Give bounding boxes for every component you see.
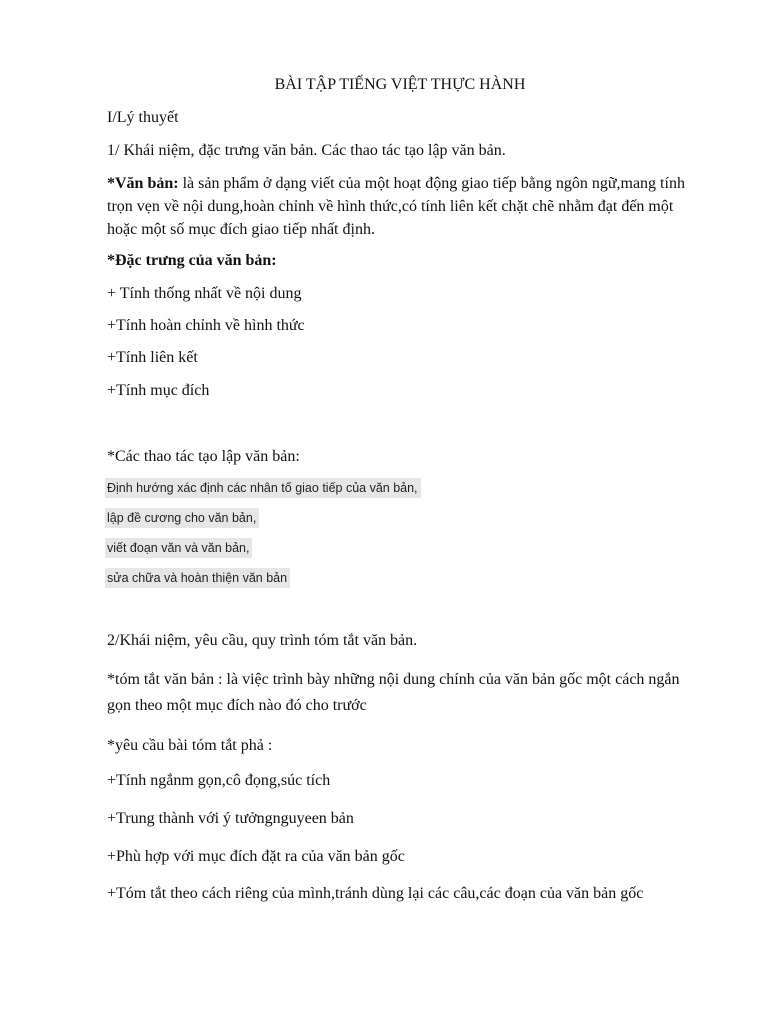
thaotac-item: lập đề cương cho văn bản, <box>105 508 259 528</box>
vanban-definition <box>107 172 687 241</box>
thaotac-item: viết đoạn văn và văn bản, <box>105 538 252 558</box>
item-1-heading: 1/ Khái niệm, đặc trưng văn bản. Các thao tác tạo lập văn bản. <box>107 142 506 159</box>
vanban-term: *Văn bản: <box>107 175 179 192</box>
yeucau-item: +Phù hợp với mục đích đặt ra của văn bản gốc <box>107 848 405 865</box>
vanban-definition-text: là sản phẩm ở dạng viết của một hoạt động giao tiếp bằng ngôn ngữ,mang tính trọn vẹn về nội dung,hoàn chỉnh về hình thức,có tính liên kết chặt chẽ nhằm đạt đến một hoặc một số mục đích giao tiếp nhất định. <box>107 175 685 238</box>
thaotac-item: Định hướng xác định các nhân tố giao tiếp của văn bản, <box>105 478 421 498</box>
dactrung-item: +Tính mục đích <box>107 382 210 399</box>
thaotac-heading: *Các thao tác tạo lập văn bản: <box>107 448 300 465</box>
yeucau-item: +Tính ngắnm gọn,cô đọng,súc tích <box>107 772 331 789</box>
dactrung-item: +Tính hoàn chỉnh về hình thức <box>107 317 305 334</box>
dactrung-item: +Tính liên kết <box>107 349 198 366</box>
item-2-heading: 2/Khái niệm, yêu cầu, quy trình tóm tắt văn bản. <box>107 632 418 649</box>
section-heading-theory: I/Lý thuyết <box>107 109 179 126</box>
yeucau-item: +Tóm tắt theo cách riêng của mình,tránh dùng lại các câu,các đoạn của văn bản gốc <box>107 885 644 902</box>
tomtat-definition: *tóm tắt văn bản : là việc trình bày những nội dung chính của văn bản gốc một cách ngắn gọn theo một mục đích nào đó cho trước <box>107 671 680 714</box>
dactrung-heading: *Đặc trưng của văn bản: <box>107 252 277 269</box>
thaotac-item: sửa chữa và hoàn thiện văn bản <box>105 568 290 588</box>
yeucau-item: +Trung thành với ý tưởngnguyeen bản <box>107 810 354 827</box>
yeucau-heading: *yêu cầu bài tóm tắt phả : <box>107 737 273 754</box>
dactrung-item: + Tính thống nhất về nội dung <box>107 285 302 302</box>
document-title: BÀI TẬP TIẾNG VIỆT THỰC HÀNH <box>274 76 526 93</box>
